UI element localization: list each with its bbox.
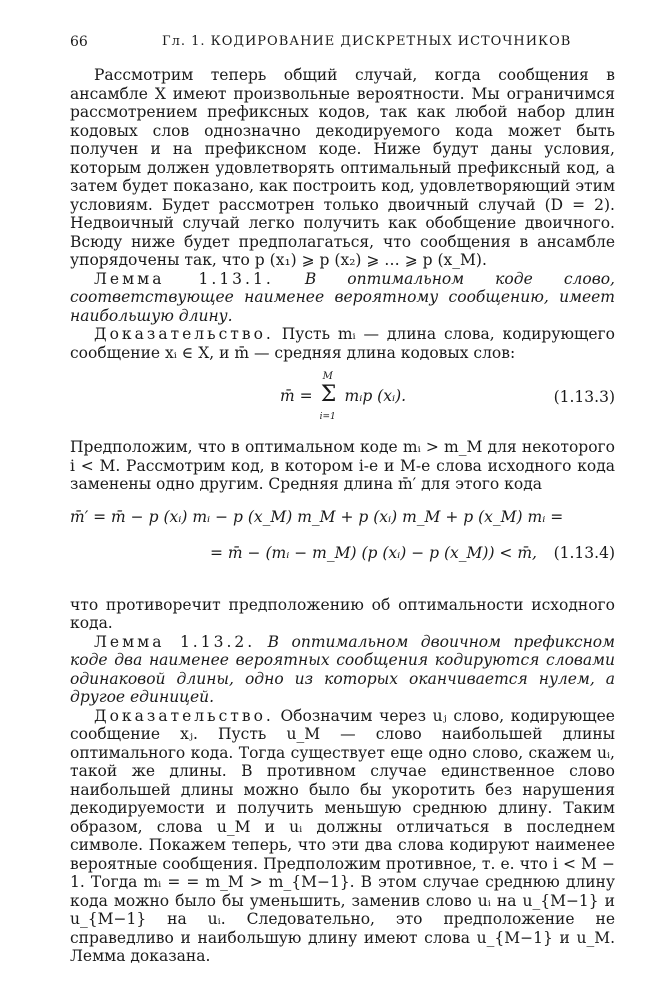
lemma-2-label: Лемма 1.13.2. <box>94 632 256 651</box>
lemma-1-text: В оптимальном коде слово, соответствующее наименее вероятному сообщению, имеет наибольшую длину. <box>70 269 615 325</box>
equation-1-lhs: m̄ = <box>280 387 313 405</box>
equation-2-number: (1.13.4) <box>553 543 615 562</box>
sigma-symbol: Σ <box>320 382 337 407</box>
paragraph-contradiction: что противоречит предположению об оптимальности исходного кода. <box>70 595 615 632</box>
proof-2 <box>70 707 615 966</box>
proof-1-text: Пусть mᵢ — длина слова, кодирующего сообщение xᵢ ∈ X, и m̄ — средняя длина кодовых слов: <box>70 325 616 362</box>
sum-upper-limit: M <box>322 371 333 382</box>
lemma-2 <box>70 633 615 707</box>
proof-1-label: Доказательство. <box>94 325 274 343</box>
equation-1-rhs: mᵢp (xᵢ). <box>344 387 407 405</box>
equation-1-number: (1.13.3) <box>553 388 615 406</box>
sum-lower-limit: i=1 <box>319 412 336 422</box>
equation-2-line-2: = m̄ − (mᵢ − m_M) (p (xᵢ) − p (x_M)) < m̄, <box>210 543 537 562</box>
paragraph-intro: Рассмотрим теперь общий случай, когда сообщения в ансамбле X имеют произвольные вероятности. Мы ограничимся рассмотрением префиксных кодов, так как любой набор длин кодовых слов однозначно декодируемого кода может быть получен и на префиксном коде. Ниже будут даны условия, которым должен удовлетворять оптимальный префиксный код, а затем будет показано, как построить код, удовлетворяющий этим условиям. Будет рассмотрен только двоичный случай (D = 2). Недвоичный случай легко получить как обобщение двоичного. Всюду ниже будет предполагаться, что сообщения в ансамбле упорядочены так, что p (x₁) ⩾ p (x₂) ⩾ … ⩾ p (x_M). <box>70 66 615 269</box>
lemma-1-label: Лемма 1.13.1. <box>94 269 274 288</box>
equation-2-line-1: m̄′ = m̄ − p (xᵢ) mᵢ − p (x_M) m_M + p (xᵢ) m_M + p (x_M) mᵢ = <box>70 507 564 526</box>
page-body <box>70 66 615 966</box>
equation-1-body <box>280 371 407 422</box>
lemma-2-text: В оптимальном двоичном префиксном коде два наименее вероятных сообщения кодируются словами одинаковой длины, одно из которых оканчивается нулем, а другое единицей. <box>70 632 615 706</box>
proof-2-label: Доказательство. <box>94 706 274 725</box>
running-head: Гл. 1. КОДИРОВАНИЕ ДИСКРЕТНЫХ ИСТОЧНИКОВ <box>162 34 572 49</box>
page-number: 66 <box>70 34 88 50</box>
equation-1-13-4 <box>70 506 615 584</box>
equation-1-13-3 <box>70 368 615 430</box>
summation-sign <box>318 371 340 422</box>
page-header <box>70 34 616 54</box>
proof-2-text: Обозначим через uⱼ слово, кодирующее сообщение xⱼ. Пусть u_M — слово наибольшей длины оптимального кода. Тогда существует еще одно слово, скажем uᵢ, такой же длины. В противном случае единственное слово наибольшей длины можно было бы укоротить без нарушения декодируемости и получить меньшую среднюю длину. Таким образом, слова u_M и uᵢ должны отличаться в последнем символе. Покажем теперь, что эти два слова кодируют наименее вероятные сообщения. Предположим противное, т. е. что i < M − 1. Тогда mᵢ = = m_M > m_{M−1}. В этом случае среднюю длину кода можно было бы уменьшить, заменив слово uᵢ на u_{M−1} и u_{M−1} на uᵢ. Следовательно, это предположение не справедливо и наибольшую длину имеют слова u_{M−1} и u_M. Лемма доказана. <box>70 706 615 965</box>
lemma-1 <box>70 270 615 326</box>
proof-1 <box>70 325 615 362</box>
paragraph-suppose: Предположим, что в оптимальном коде mᵢ > m_M для некоторого i < M. Рассмотрим код, в котором i-е и M-е слова исходного кода заменены одно другим. Средняя длина m̄′ для этого кода <box>70 438 615 493</box>
